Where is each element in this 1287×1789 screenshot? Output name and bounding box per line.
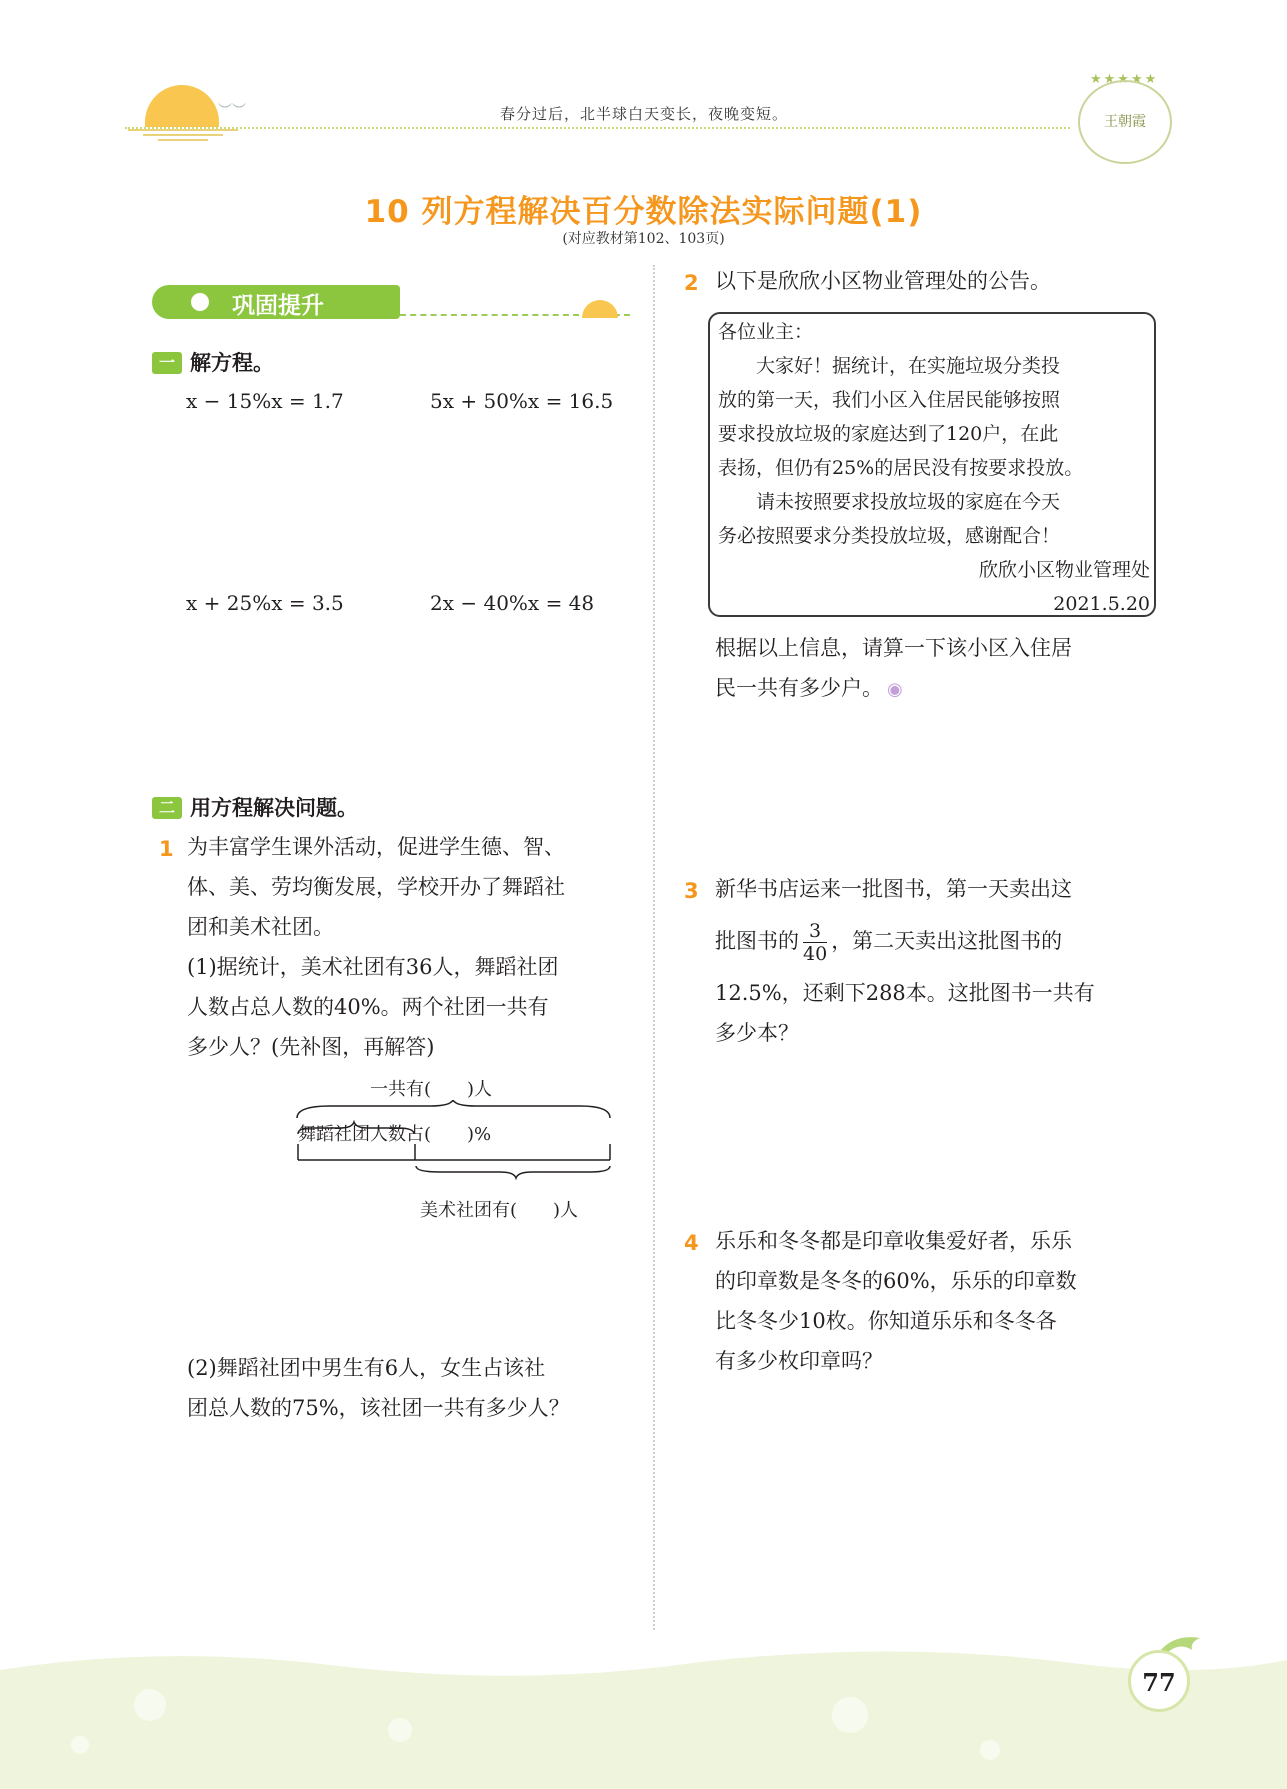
question-1-number: 1: [159, 837, 174, 861]
publisher-logo: [1078, 80, 1172, 164]
question-4-line: 乐乐和冬冬都是印章收集爱好者，乐乐: [715, 1229, 1072, 1253]
section-2-heading: [152, 792, 358, 822]
fraction: [803, 920, 827, 965]
sun-decoration: [145, 85, 219, 127]
question-3-line: 12.5%，还剩下288本。这批图书一共有: [715, 981, 1095, 1005]
equation-4: 2x − 40%x = 48: [430, 591, 595, 615]
question-2-line: 根据以上信息，请算一下该小区入住居: [715, 636, 1072, 660]
question-3-line-with-fraction: [715, 909, 1175, 973]
fraction-numerator: 3: [803, 920, 827, 943]
notice-content: [718, 315, 1150, 621]
question-1-part1-line: 人数占总人数的40%。两个社团一共有: [187, 995, 549, 1019]
question-4-line: 的印章数是冬冬的60%，乐乐的印章数: [715, 1269, 1077, 1293]
question-1-text: [187, 827, 637, 1067]
question-1-part2-line: (2)舞蹈社团中男生有6人，女生占该社: [187, 1356, 546, 1380]
notice-line: 要求投放垃圾的家庭达到了120户，在此: [718, 423, 1059, 445]
question-3-number: 3: [684, 879, 699, 903]
page-title: 10 列方程解决百分数除法实际问题(1): [364, 194, 923, 230]
notice-line: 放的第一天，我们小区入住居民能够按照: [718, 389, 1061, 411]
question-1-part2: [187, 1348, 637, 1428]
section-1-label: 解方程。: [190, 351, 274, 375]
notice-line: 表扬，但仍有25%的居民没有按要求投放。: [718, 457, 1084, 479]
question-1-part1-line: (1)据统计，美术社团有36人，舞蹈社团: [187, 955, 559, 979]
whale-icon: [188, 290, 212, 314]
question-1-line: 体、美、劳均衡发展，学校开办了舞蹈社: [187, 875, 565, 899]
header-quote: 春分过后，北半球白天变长，夜晚变短。: [500, 105, 789, 123]
question-3-text-part: 批图书的: [715, 929, 799, 953]
question-4-number: 4: [684, 1231, 699, 1255]
stars-icon: ★★★★★: [1090, 72, 1159, 87]
question-3-line: 新华书店运来一批图书，第一天卖出这: [715, 877, 1072, 901]
question-2-line: [715, 668, 1165, 710]
question-2-question: [715, 628, 1165, 710]
question-1-line: 团和美术社团。: [187, 915, 334, 939]
notice-line: 务必按照要求分类投放垃圾，感谢配合！: [718, 525, 1061, 547]
question-3-text: [715, 869, 1175, 1053]
question-3-text-part: ，第二天卖出这批图书的: [831, 929, 1063, 953]
question-1-part2-line: 团总人数的75%，该社团一共有多少人？: [187, 1396, 570, 1420]
question-3-line: 多少本？: [715, 1021, 799, 1045]
section-2-badge: 二: [152, 797, 182, 819]
diagram-dance-label: 舞蹈社团人数占( )%: [298, 1124, 492, 1145]
question-4-line: 比冬冬少10枚。你知道乐乐和冬冬各: [715, 1309, 1057, 1333]
question-2-intro: 以下是欣欣小区物业管理处的公告。: [715, 269, 1051, 293]
question-2-line-text: 民一共有多少户。: [715, 676, 883, 700]
equation-2: 5x + 50%x = 16.5: [430, 389, 614, 413]
notice-signature: 欣欣小区物业管理处: [978, 559, 1150, 581]
notice-line: 大家好！据统计，在实施垃圾分类投: [718, 355, 1061, 377]
fraction-denominator: 40: [803, 943, 828, 965]
notice-greeting: 各位业主：: [718, 321, 814, 343]
section-1-heading: [152, 347, 274, 377]
bird-icon: ︶︶: [218, 103, 246, 119]
notice-date: 2021.5.20: [1053, 593, 1150, 615]
section-1-badge: 一: [152, 352, 182, 374]
column-divider: [653, 265, 655, 1630]
page-subtitle: (对应教材第102、103页): [562, 231, 725, 247]
bottom-wave-decoration: [0, 1640, 1287, 1789]
notice-line: 请未按照要求投放垃圾的家庭在今天: [718, 491, 1061, 513]
diagram-total-label: 一共有( )人: [370, 1079, 493, 1100]
banner-label: 巩固提升: [232, 293, 324, 319]
equation-3: x + 25%x = 3.5: [186, 591, 344, 615]
question-1-line: 为丰富学生课外活动，促进学生德、智、: [187, 835, 565, 859]
location-pin-icon: ◉: [887, 679, 903, 700]
header-rule: [125, 127, 1070, 129]
section-2-label: 用方程解决问题。: [190, 796, 358, 820]
sun-lines-decoration: [128, 128, 238, 142]
question-2-number: 2: [684, 271, 699, 295]
question-4-line: 有多少枚印章吗？: [715, 1349, 883, 1373]
segment-diagram: [290, 1100, 620, 1195]
question-4-text: [715, 1221, 1175, 1381]
equation-1: x − 15%x = 1.7: [186, 389, 344, 413]
diagram-art-label: 美术社团有( )人: [420, 1200, 579, 1221]
logo-text: 王朝霞: [1104, 114, 1146, 130]
sun-icon: [582, 300, 618, 318]
question-1-part1-line: 多少人？(先补图，再解答): [187, 1035, 435, 1059]
page-number: 77: [1128, 1650, 1190, 1712]
